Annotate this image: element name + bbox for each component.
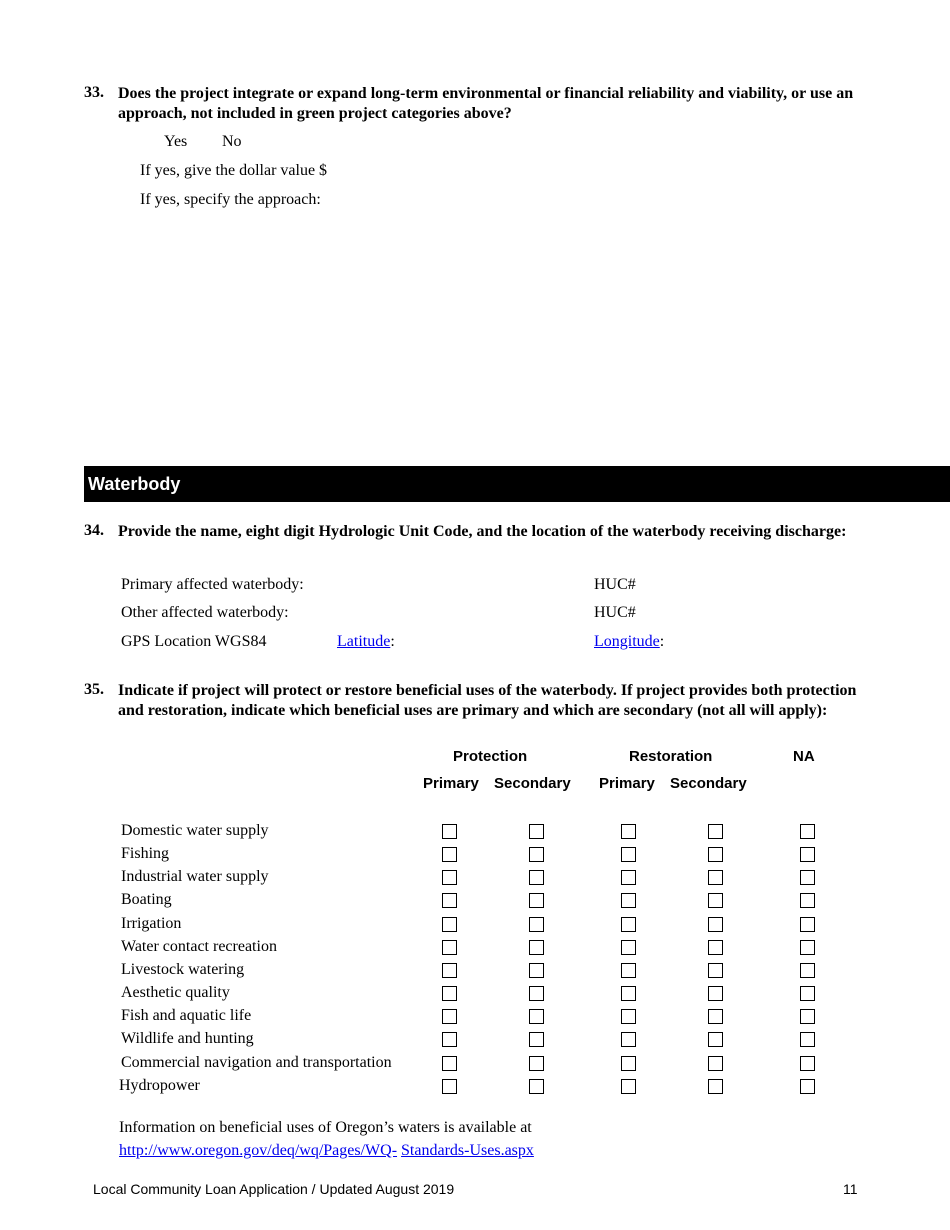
restoration-secondary-checkbox[interactable] [708, 1079, 723, 1094]
protection-secondary-checkbox[interactable] [529, 1032, 544, 1047]
restoration-primary-checkbox[interactable] [621, 963, 636, 978]
beneficial-use-label: Aesthetic quality [121, 984, 230, 1002]
primary-waterbody-label: Primary affected waterbody: [121, 576, 304, 593]
q33-yes-label: Yes [164, 133, 188, 150]
protection-primary-checkbox[interactable] [442, 1079, 457, 1094]
protection-secondary-checkbox[interactable] [529, 1009, 544, 1024]
protection-primary-header: Primary [423, 775, 479, 792]
restoration-secondary-checkbox[interactable] [708, 870, 723, 885]
beneficial-use-label: Fish and aquatic life [121, 1007, 252, 1025]
restoration-primary-checkbox[interactable] [621, 940, 636, 955]
q33-no-label: No [222, 133, 242, 150]
question-35-number: 35. [84, 681, 104, 698]
restoration-primary-checkbox[interactable] [621, 824, 636, 839]
protection-primary-checkbox[interactable] [442, 893, 457, 908]
restoration-primary-header: Primary [599, 775, 655, 792]
na-checkbox[interactable] [800, 870, 815, 885]
na-checkbox[interactable] [800, 1056, 815, 1071]
other-huc-label: HUC# [594, 604, 636, 621]
restoration-primary-checkbox[interactable] [621, 1056, 636, 1071]
question-33-number: 33. [84, 84, 104, 101]
protection-primary-checkbox[interactable] [442, 940, 457, 955]
protection-secondary-checkbox[interactable] [529, 847, 544, 862]
na-checkbox[interactable] [800, 1079, 815, 1094]
beneficial-use-label: Industrial water supply [121, 868, 269, 886]
restoration-secondary-checkbox[interactable] [708, 1056, 723, 1071]
longitude-field [594, 633, 664, 651]
protection-secondary-header: Secondary [494, 775, 571, 792]
restoration-primary-checkbox[interactable] [621, 917, 636, 932]
beneficial-use-label: Fishing [121, 845, 170, 863]
restoration-primary-checkbox[interactable] [621, 870, 636, 885]
restoration-primary-checkbox[interactable] [621, 1032, 636, 1047]
footer-text: Local Community Loan Application / Updated August 2019 [93, 1181, 455, 1197]
latitude-field [337, 633, 395, 651]
na-checkbox[interactable] [800, 986, 815, 1001]
beneficial-use-label: Boating [121, 891, 172, 909]
protection-primary-checkbox[interactable] [442, 986, 457, 1001]
page-number: 11 [843, 1181, 858, 1197]
q33-approach-label: If yes, specify the approach: [140, 191, 321, 208]
longitude-link[interactable]: Longitude [594, 633, 660, 650]
protection-primary-checkbox[interactable] [442, 847, 457, 862]
beneficial-uses-link[interactable]: http://www.oregon.gov/deq/wq/Pages/WQ- [119, 1142, 398, 1159]
restoration-secondary-checkbox[interactable] [708, 1032, 723, 1047]
restoration-secondary-checkbox[interactable] [708, 893, 723, 908]
beneficial-use-label: Wildlife and hunting [121, 1030, 254, 1048]
beneficial-use-label: Domestic water supply [121, 822, 269, 839]
protection-primary-checkbox[interactable] [442, 1032, 457, 1047]
protection-primary-checkbox[interactable] [442, 1056, 457, 1071]
info-link-line [119, 1142, 534, 1160]
longitude-colon: : [659, 633, 665, 650]
gps-location-label: GPS Location WGS84 [121, 633, 267, 650]
restoration-primary-checkbox[interactable] [621, 893, 636, 908]
protection-secondary-checkbox[interactable] [529, 824, 544, 839]
protection-secondary-checkbox[interactable] [529, 940, 544, 955]
restoration-primary-checkbox[interactable] [621, 1009, 636, 1024]
restoration-secondary-checkbox[interactable] [708, 963, 723, 978]
restoration-secondary-header: Secondary [670, 775, 747, 792]
question-34-text: Provide the name, eight digit Hydrologic Unit Code, and the location of the waterbody receiving discharge: [118, 523, 847, 540]
protection-secondary-checkbox[interactable] [529, 893, 544, 908]
protection-secondary-checkbox[interactable] [529, 1079, 544, 1094]
na-checkbox[interactable] [800, 1009, 815, 1024]
protection-secondary-checkbox[interactable] [529, 870, 544, 885]
latitude-link[interactable]: Latitude [337, 633, 391, 650]
beneficial-use-label: Livestock watering [121, 960, 245, 978]
restoration-header: Restoration [629, 748, 713, 765]
info-text: Information on beneficial uses of Oregon’s waters is available at [119, 1119, 532, 1136]
question-34-number: 34. [84, 522, 104, 539]
restoration-secondary-checkbox[interactable] [708, 847, 723, 862]
protection-primary-checkbox[interactable] [442, 917, 457, 932]
na-checkbox[interactable] [800, 893, 815, 908]
protection-primary-checkbox[interactable] [442, 1009, 457, 1024]
restoration-secondary-checkbox[interactable] [708, 940, 723, 955]
protection-secondary-checkbox[interactable] [529, 963, 544, 978]
latitude-colon: : [390, 633, 395, 650]
protection-secondary-checkbox[interactable] [529, 917, 544, 932]
na-checkbox[interactable] [800, 963, 815, 978]
restoration-primary-checkbox[interactable] [621, 986, 636, 1001]
restoration-primary-checkbox[interactable] [621, 1079, 636, 1094]
protection-primary-checkbox[interactable] [442, 963, 457, 978]
na-checkbox[interactable] [800, 847, 815, 862]
na-checkbox[interactable] [800, 917, 815, 932]
restoration-secondary-checkbox[interactable] [708, 986, 723, 1001]
primary-huc-label: HUC# [594, 576, 636, 593]
na-header: NA [793, 748, 815, 765]
question-33-text: Does the project integrate or expand long-term environmental or financial reliability and viability, or use an approach, not included in green project categories above? [118, 85, 854, 122]
na-checkbox[interactable] [800, 1032, 815, 1047]
beneficial-use-label: Commercial navigation and transportation [121, 1053, 392, 1071]
restoration-secondary-checkbox[interactable] [708, 917, 723, 932]
other-waterbody-label: Other affected waterbody: [121, 604, 289, 621]
protection-secondary-checkbox[interactable] [529, 1056, 544, 1071]
section-header-waterbody: Waterbody [84, 466, 950, 502]
question-35-text: Indicate if project will protect or restore beneficial uses of the waterbody. If project provides both protection and restoration, indicate which beneficial uses are primary and which are secondary (not all will apply): [118, 682, 857, 719]
beneficial-uses-link-continued[interactable]: Standards-Uses.aspx [401, 1142, 534, 1159]
protection-header: Protection [453, 748, 528, 765]
na-checkbox[interactable] [800, 824, 815, 839]
protection-secondary-checkbox[interactable] [529, 986, 544, 1001]
restoration-secondary-checkbox[interactable] [708, 824, 723, 839]
beneficial-use-label: Water contact recreation [121, 937, 277, 955]
beneficial-use-label: Hydropower [119, 1076, 200, 1094]
protection-primary-checkbox[interactable] [442, 824, 457, 839]
na-checkbox[interactable] [800, 940, 815, 955]
protection-primary-checkbox[interactable] [442, 870, 457, 885]
beneficial-use-label: Irrigation [121, 914, 182, 932]
q33-dollar-label: If yes, give the dollar value $ [140, 162, 328, 179]
restoration-secondary-checkbox[interactable] [708, 1009, 723, 1024]
restoration-primary-checkbox[interactable] [621, 847, 636, 862]
